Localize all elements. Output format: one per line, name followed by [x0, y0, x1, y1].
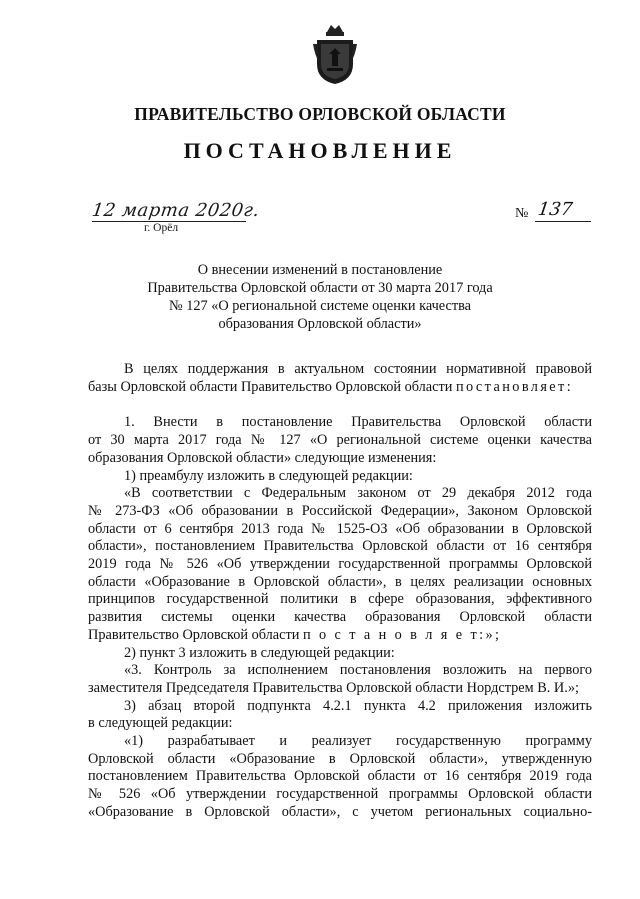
body-line: «3. Контроль за исполнением постановления возложить на первого: [124, 662, 592, 679]
decree-subject: [120, 261, 520, 333]
paragraph-gap: [88, 396, 592, 414]
subject-line: О внесении изменений в постановление: [197, 262, 443, 278]
body-line: «В соответствии с Федеральным законом от 29 декабря 2012 года: [124, 485, 592, 502]
subject-line: образования Орловской области»: [218, 316, 422, 332]
decree-body: [88, 361, 592, 822]
body-line: 1) преамбулу изложить в следующей редакции:: [124, 467, 413, 484]
body-line: В целях поддержания в актуальном состоянии нормативной правовой: [124, 361, 592, 377]
body-text: базы Орловской области Правительство Орловской области: [88, 378, 453, 395]
government-name: ПРАВИТЕЛЬСТВО ОРЛОВСКОЙ ОБЛАСТИ: [134, 104, 506, 124]
body-line: образования Орловской области» следующие изменения:: [88, 449, 437, 466]
body-line: № 273-ФЗ «Об образовании в Российской Федерации», Законом Орловской: [88, 502, 592, 519]
handwritten-number: 137: [536, 199, 574, 220]
number-underline: [535, 221, 591, 222]
body-line: № 526 «Об утверждении государственной программы Орловской области: [88, 786, 592, 803]
body-line: области», постановлением Правительства Орловской области от 16 сентября: [88, 538, 592, 555]
body-text: Правительство Орловской области: [88, 626, 300, 643]
body-line: [88, 379, 592, 397]
body-line: принципов государственной политики в сфере образования, эффективного: [88, 591, 592, 608]
city-label: г. Орёл: [144, 222, 179, 234]
body-line: заместителя Председателя Правительства Орловской области Нордстрем В. И.»;: [88, 679, 579, 696]
body-line: «1) разрабатывает и реализует государственную программу: [124, 733, 592, 750]
body-line: «Образование в Орловской области», с учетом региональных социально-: [88, 803, 592, 820]
body-line: 2) пункт 3 изложить в следующей редакции:: [124, 644, 395, 661]
body-line: 3) абзац второй подпункта 4.2.1 пункта 4.2 приложения изложить: [124, 697, 592, 714]
body-line: области от 6 сентября 2013 года № 1525-ОЗ «Об образовании в Орловской: [88, 520, 592, 537]
coat-of-arms-icon: [313, 22, 357, 86]
body-line: в следующей редакции:: [88, 715, 233, 732]
body-line: [88, 627, 592, 645]
subject-line: Правительства Орловской области от 30 марта 2017 года: [147, 280, 493, 296]
body-line: 2019 года № 526 «Об утверждении государственной программы Орловской: [88, 556, 592, 573]
handwritten-date: 12 марта 2020г.: [90, 200, 261, 221]
body-line: 1. Внести в постановление Правительства Орловской области: [124, 414, 592, 431]
body-text-spaced: п о с т а н о в л я е т:»;: [302, 626, 502, 643]
number-label: №: [515, 206, 529, 221]
body-line: развития системы оценки качества образования Орловской области: [88, 609, 592, 626]
body-line: постановлением Правительства Орловской области от 16 сентября 2019 года: [88, 768, 592, 785]
body-line: области «Образование в Орловской области», в целях реализации основных: [88, 573, 592, 590]
subject-line: № 127 «О региональной системе оценки качества: [168, 298, 471, 314]
document-type-title: ПОСТАНОВЛЕНИЕ: [183, 138, 457, 163]
body-line: Орловской области «Образование в Орловской области», утвержденную: [88, 750, 592, 767]
body-text-spaced: постановляет:: [455, 378, 574, 395]
body-line: от 30 марта 2017 года № 127 «О региональной системе оценки качества: [88, 432, 592, 449]
